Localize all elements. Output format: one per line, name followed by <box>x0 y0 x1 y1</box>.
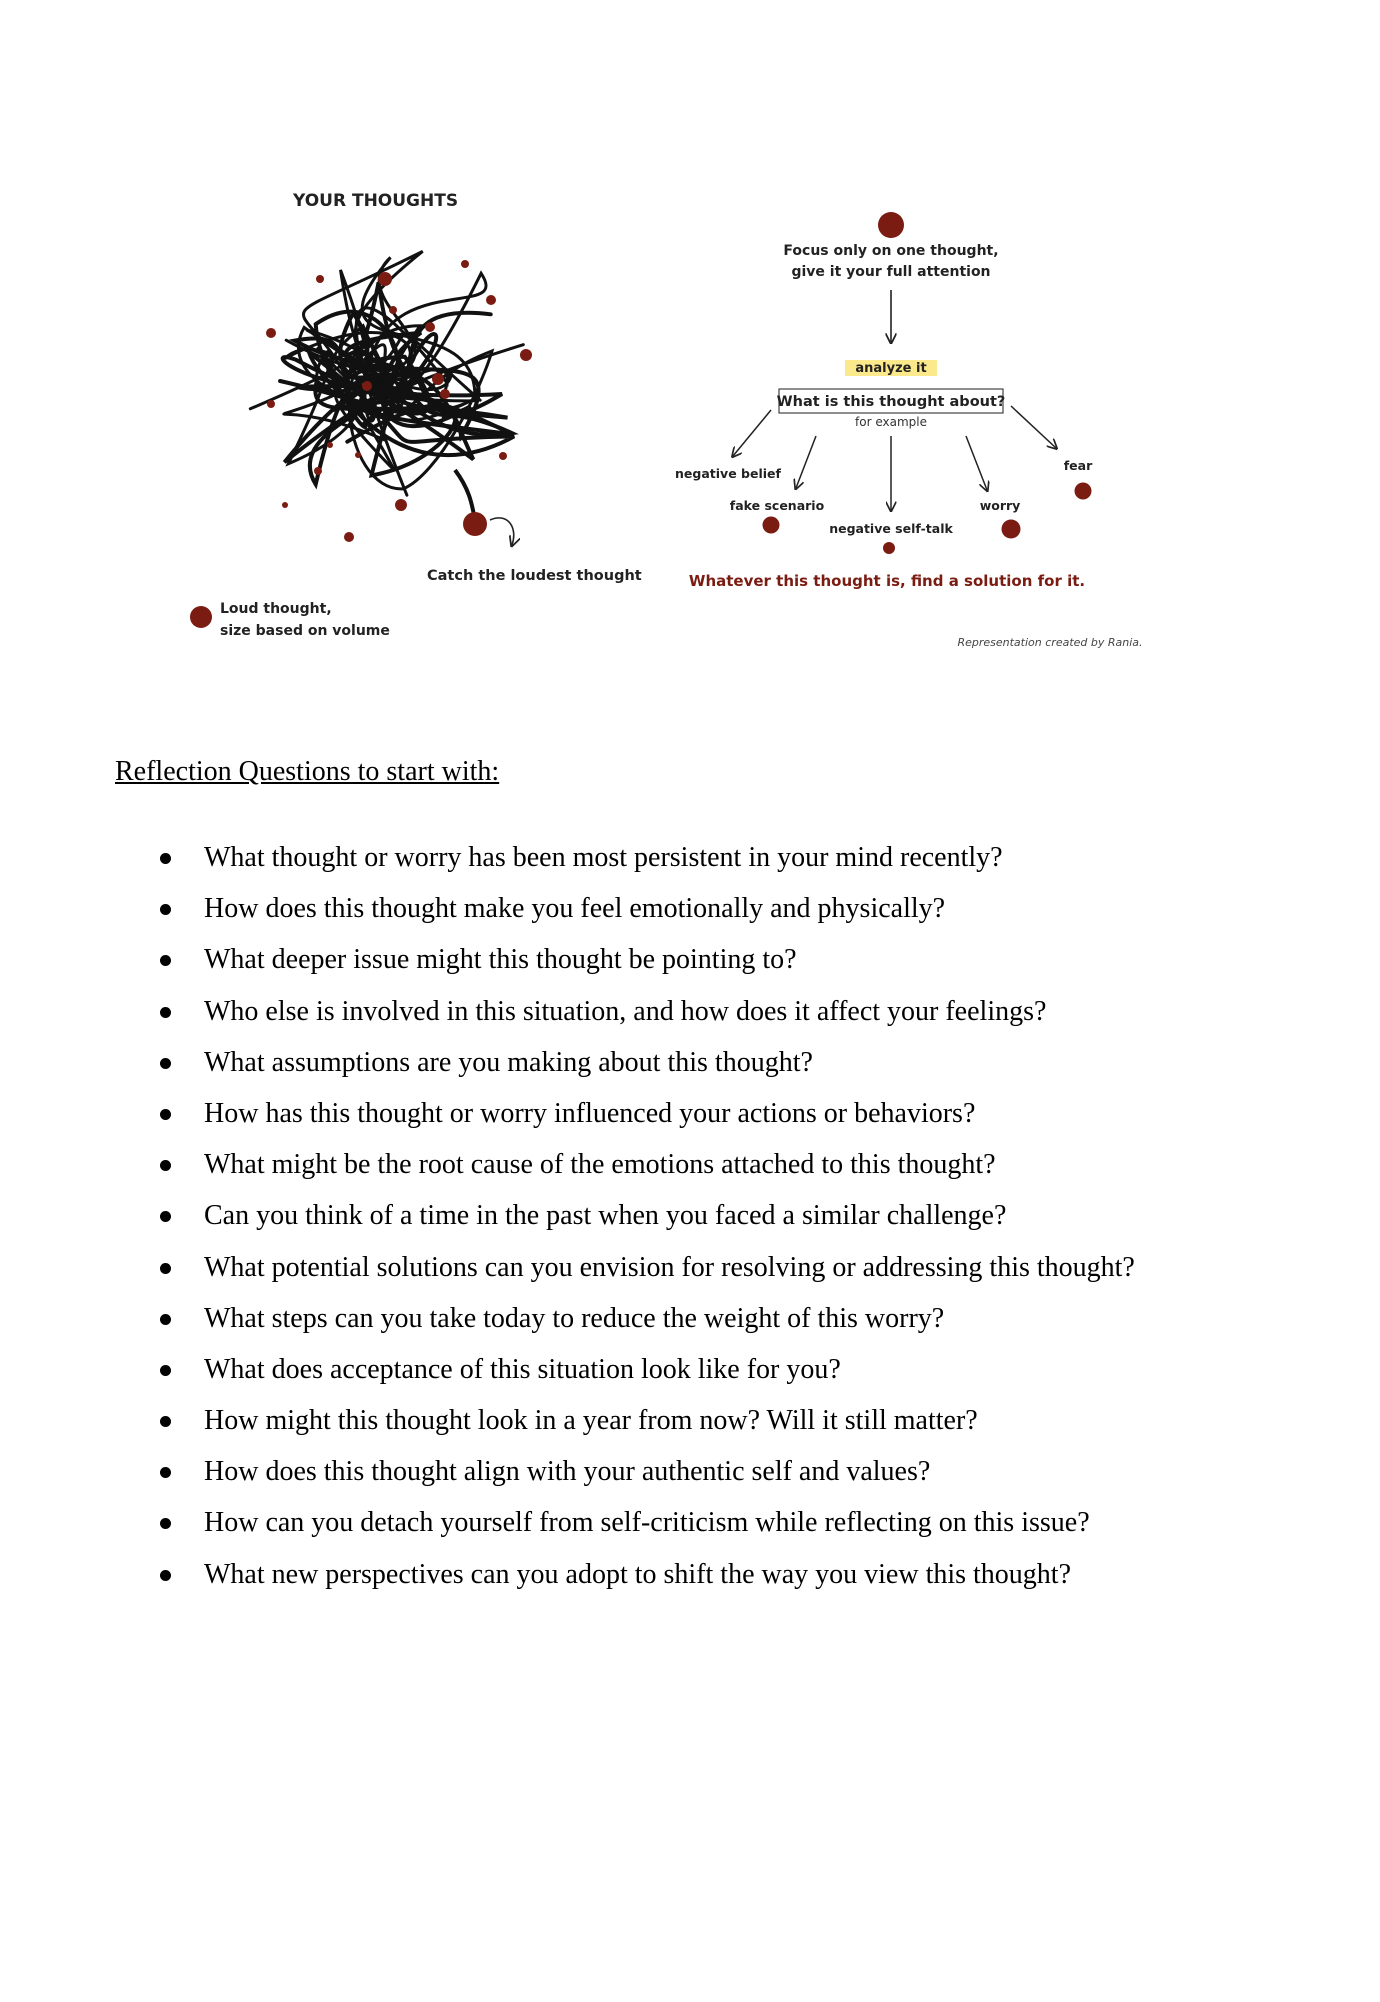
for-example-label: for example <box>855 415 927 429</box>
focus-line1: Focus only on one thought, <box>783 243 999 259</box>
thought-diagram <box>0 0 1380 700</box>
category-worry: worry <box>979 498 1021 513</box>
fear-dot <box>1075 483 1092 500</box>
thought-dot <box>432 373 444 385</box>
category-negative-self-talk: negative self-talk <box>829 521 953 536</box>
thought-dot <box>440 389 450 399</box>
thought-dot <box>486 295 496 305</box>
legend-dot <box>190 606 212 628</box>
catch-label: Catch the loudest thought <box>427 568 642 584</box>
thought-dot <box>267 400 275 408</box>
thought-dot <box>327 442 333 448</box>
question-item: What might be the root cause of the emotions attached to this thought? <box>155 1139 1135 1190</box>
focus-line2: give it your full attention <box>791 264 991 280</box>
thought-dot <box>395 499 407 511</box>
analyze-label: analyze it <box>855 361 927 376</box>
category-fake-scenario: fake scenario <box>729 498 825 513</box>
credit-text: Representation created by Rania. <box>957 636 1143 649</box>
question-item: How does this thought align with your authentic self and values? <box>155 1446 1135 1497</box>
category-negative-belief: negative belief <box>675 466 781 481</box>
thought-dot <box>425 322 435 332</box>
thought-dot <box>282 502 288 508</box>
worry-dot <box>1002 520 1021 539</box>
question-item: What assumptions are you making about this thought? <box>155 1037 1135 1088</box>
loudest-thought-dot <box>463 512 487 536</box>
thought-dot <box>355 452 361 458</box>
arrow-negative-belief <box>733 410 771 456</box>
question-item: What deeper issue might this thought be pointing to? <box>155 934 1135 985</box>
question-item: What does acceptance of this situation look like for you? <box>155 1344 1135 1395</box>
focus-thought-dot <box>878 212 904 238</box>
thought-dot <box>520 349 532 361</box>
question-box-label: What is this thought about? <box>776 394 1006 410</box>
fake-scenario-dot <box>763 517 780 534</box>
question-item: What new perspectives can you adopt to shift the way you view this thought? <box>155 1549 1135 1600</box>
question-item: How does this thought make you feel emotionally and physically? <box>155 883 1135 934</box>
question-item: Can you think of a time in the past when you faced a similar challenge? <box>155 1190 1135 1241</box>
category-fear: fear <box>1063 458 1093 473</box>
question-item: How might this thought look in a year from now? Will it still matter? <box>155 1395 1135 1446</box>
thought-dot <box>266 328 276 338</box>
legend-line2: size based on volume <box>220 623 390 639</box>
thought-dot <box>314 467 322 475</box>
thought-dot <box>499 452 507 460</box>
reflection-question-list <box>155 832 1135 1600</box>
question-item: How can you detach yourself from self-criticism while reflecting on this issue? <box>155 1497 1135 1548</box>
thought-dot <box>362 381 372 391</box>
thought-dot <box>316 275 324 283</box>
solution-text: Whatever this thought is, find a solution for it. <box>688 572 1086 590</box>
reflection-heading: Reflection Questions to start with: <box>115 756 500 787</box>
arrow-fear <box>1011 406 1056 448</box>
question-item: What potential solutions can you envision for resolving or addressing this thought? <box>155 1242 1135 1293</box>
thought-dot <box>378 272 392 286</box>
thought-dot <box>344 532 354 542</box>
arrow-worry <box>966 436 987 490</box>
arrow-fake-scenario <box>796 436 816 488</box>
question-item: How has this thought or worry influenced your actions or behaviors? <box>155 1088 1135 1139</box>
catch-arrow <box>490 518 514 545</box>
tangled-thoughts-scribble <box>250 251 523 520</box>
legend-line1: Loud thought, <box>220 601 332 617</box>
question-item: What thought or worry has been most persistent in your mind recently? <box>155 832 1135 883</box>
question-item: Who else is involved in this situation, and how does it affect your feelings? <box>155 986 1135 1037</box>
negative-self-talk-dot <box>883 542 895 554</box>
question-item: What steps can you take today to reduce the weight of this worry? <box>155 1293 1135 1344</box>
your-thoughts-title: YOUR THOUGHTS <box>293 191 459 211</box>
thought-dot <box>389 306 397 314</box>
thought-dot <box>461 260 469 268</box>
